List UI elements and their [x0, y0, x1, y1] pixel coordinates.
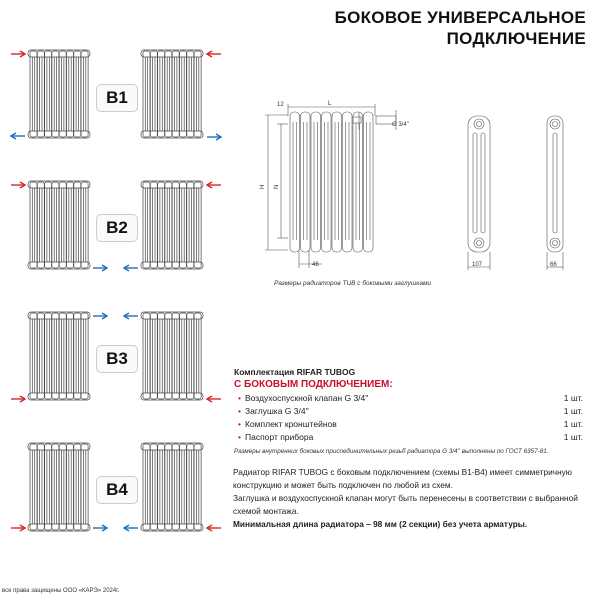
dim-L: L	[328, 101, 332, 107]
description-p3: Минимальная длина радиатора – 98 мм (2 секции) без учета арматуры.	[233, 519, 528, 529]
kit-item-name: Паспорт прибора	[244, 432, 314, 442]
kit-item-name: Комплект кронштейнов	[244, 419, 337, 429]
return-arrow-right-icon	[92, 264, 108, 272]
kit-heading: Комплектация RIFAR TUBOG	[234, 367, 356, 377]
return-arrow-left-icon	[123, 524, 139, 532]
kit-item: • Паспорт прибора 1 шт.	[238, 432, 583, 442]
dim-H: H	[260, 184, 266, 189]
radiator-icon	[27, 178, 91, 272]
description-p2: Заглушка и воздухоспускной клапан могут быть перенесены в соответствии с выбранной схемой монтажа.	[233, 493, 578, 516]
radiator-icon	[27, 309, 91, 403]
kit-item-qty: 1 шт.	[563, 419, 583, 429]
radiator-icon	[27, 47, 91, 141]
dim-12: 12	[277, 102, 284, 108]
return-arrow-left-icon	[123, 264, 139, 272]
kit-item-name: Воздухоспускной клапан G 3/4''	[244, 393, 369, 403]
description-p1: Радиатор RIFAR TUBOG с боковым подключением (схемы B1-B4) имеет симметричную конструкцию и может быть подключен по любой из схем.	[233, 467, 573, 490]
radiator-icon	[140, 178, 204, 272]
kit-item-name: Заглушка G 3/4''	[244, 406, 309, 416]
supply-arrow-right-icon	[10, 50, 26, 58]
page-title-line2: ПОДКЛЮЧЕНИЕ	[446, 29, 586, 48]
kit-item-qty: 1 шт.	[563, 406, 583, 416]
return-arrow-left-icon	[10, 132, 26, 140]
return-arrow-right-icon	[206, 133, 222, 141]
scheme-label: B4	[96, 476, 138, 504]
kit-item-qty: 1 шт.	[563, 393, 583, 403]
dimension-drawing	[250, 90, 600, 290]
radiator-icon	[140, 47, 204, 141]
supply-arrow-left-icon	[206, 181, 222, 189]
return-arrow-left-icon	[123, 312, 139, 320]
dim-46: 46	[312, 262, 319, 268]
supply-arrow-right-icon	[10, 181, 26, 189]
supply-arrow-right-icon	[10, 524, 26, 532]
kit-subheading: С БОКОВЫМ ПОДКЛЮЧЕНИЕМ:	[234, 379, 393, 390]
radiator-icon	[140, 440, 204, 534]
radiator-front-view	[290, 110, 396, 252]
radiator-icon	[27, 440, 91, 534]
supply-arrow-left-icon	[206, 524, 222, 532]
return-arrow-right-icon	[92, 524, 108, 532]
scheme-label: B2	[96, 214, 138, 242]
kit-item: • Воздухоспускной клапан G 3/4'' 1 шт.	[238, 393, 583, 403]
return-arrow-right-icon	[92, 312, 108, 320]
supply-arrow-left-icon	[206, 395, 222, 403]
page-title-line1: БОКОВОЕ УНИВЕРСАЛЬНОЕ	[334, 8, 586, 27]
dim-107: 107	[472, 262, 483, 268]
supply-arrow-left-icon	[206, 50, 222, 58]
radiator-side-view-107	[468, 116, 490, 270]
kit-item: • Заглушка G 3/4'' 1 шт.	[238, 406, 583, 416]
copyright: все права защищены ООО «КАРЭ» 2024г.	[2, 588, 120, 594]
thread-label: G 3/4''	[392, 122, 409, 128]
dim-66: 66	[550, 262, 557, 268]
drawing-caption: Размеры радиаторов TUB с боковыми заглушками	[274, 280, 432, 287]
supply-arrow-right-icon	[10, 395, 26, 403]
kit-item: • Комплект кронштейнов 1 шт.	[238, 419, 583, 429]
radiator-side-view-66	[547, 116, 563, 270]
dim-N: N	[274, 184, 280, 189]
kit-item-qty: 1 шт.	[563, 432, 583, 442]
scheme-label: B3	[96, 345, 138, 373]
radiator-icon	[140, 309, 204, 403]
scheme-label: B1	[96, 84, 138, 112]
kit-note: Размеры внутренних боковых присоединительных резьб радиатора G 3/4'' выполнены по ГОСТ 6357-81.	[234, 448, 549, 455]
